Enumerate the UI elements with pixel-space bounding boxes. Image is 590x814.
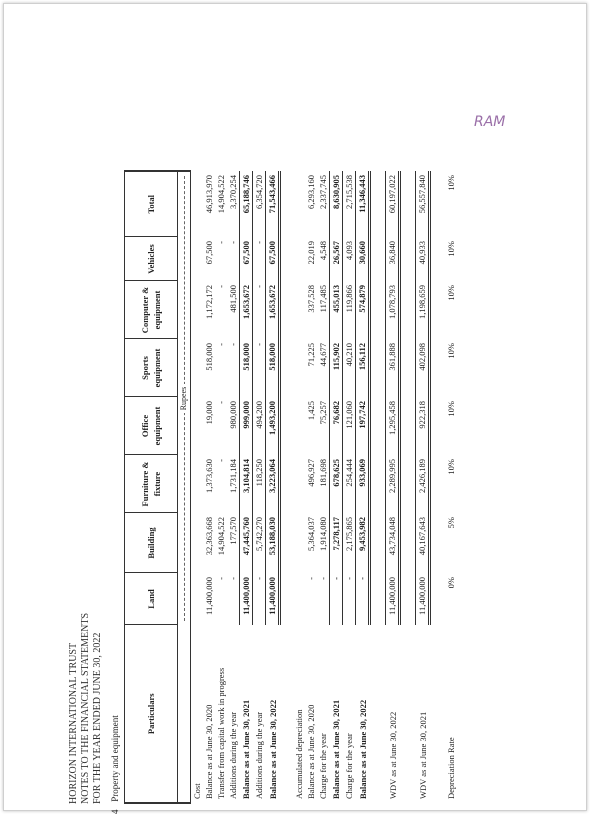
unit-row [178, 171, 191, 803]
note-heading [110, 715, 120, 814]
header-row [125, 171, 178, 803]
table-row: Charge for the year - 2,175,865 254,444 121,060 40,210 119,866 4,093 2,715,538 [344, 175, 354, 799]
table-row: Additions during the year - 5,742,270 118,250 494,200 - - - 6,354,720 [254, 175, 264, 799]
table-row: WDV as at June 30, 2022 11,400,000 43,734,048 2,289,995 1,295,458 361,888 1,078,793 36,840 60,197,022 [386, 171, 400, 803]
handwritten-signature: RAM [474, 114, 506, 130]
table-row: Accumulated depreciation [294, 709, 304, 799]
property-equipment-table [124, 170, 457, 804]
col-header-furniture: Furniture & fixture [125, 455, 178, 513]
col-header-land: Land [125, 573, 178, 625]
period-line: FOR THE YEAR ENDED JUNE 30, 2022 [92, 632, 103, 804]
col-header-building: Building [125, 513, 178, 573]
unit-label: Rupees [179, 384, 188, 414]
col-header-computer: Computer & equipment [125, 281, 178, 339]
col-header-office: Office equipment [125, 397, 178, 455]
rotated-content [6, 4, 582, 814]
table-row: Balance as at June 30, 2021 - 7,278,117 678,625 76,682 115,902 455,013 26,567 8,630,905 [330, 171, 343, 803]
table-row: WDV as at June 30, 2021 11,400,000 40,167,643 2,426,189 922,318 402,098 1,198,659 40,933 56,557,840 [416, 171, 430, 803]
note-title: Property and equipment [110, 715, 120, 802]
company-name: HORIZON INTERNATIONAL TRUST [68, 642, 79, 804]
document-page [3, 3, 587, 814]
table-row: Additions during the year - 177,570 1,731,184 980,000 - 481,500 - 3,370,254 [228, 175, 239, 799]
table-row: Balance as at June 30, 2020 11,400,000 32,363,668 1,373,630 19,000 518,000 1,172,172 67,500 46,913,970 [204, 175, 214, 799]
table-row: Balance as at June 30, 2021 11,400,000 47,445,760 3,104,814 999,000 518,000 1,653,672 67,500 65,188,746 [240, 171, 253, 803]
table-row: Balance as at June 30, 2022 11,400,000 53,188,030 3,223,064 1,493,200 518,000 1,653,672 67,500 71,543,466 [266, 171, 280, 803]
table-row: Transfer from capital work in progress - 14,904,522 - - - - - 14,904,522 [216, 175, 226, 799]
col-header-total: Total [125, 171, 178, 237]
note-number: 4 [110, 809, 120, 814]
unit-label-cell [178, 171, 191, 625]
notes-title: NOTES TO THE FINANCIAL STATEMENTS [80, 612, 91, 804]
table-row: Charge for the year - 1,914,080 181,698 75,257 44,677 117,485 4,548 2,337,745 [318, 175, 329, 799]
table-row: Balance as at June 30, 2020 - 5,364,037 496,927 1,425 71,225 337,528 22,019 6,293,160 [306, 175, 316, 799]
table-row: Depreciation Rate 0% 5% 10% 10% 10% 10% 10% 10% [446, 175, 456, 799]
table-row: Cost [192, 783, 202, 799]
table-row: Balance as at June 30, 2022 - 9,453,982 933,069 197,742 156,112 574,879 30,660 11,346,443 [356, 171, 370, 803]
col-header-sports: Sports equipment [125, 339, 178, 397]
col-header-particulars: Particulars [125, 625, 178, 803]
col-header-vehicles: Vehicles [125, 237, 178, 281]
